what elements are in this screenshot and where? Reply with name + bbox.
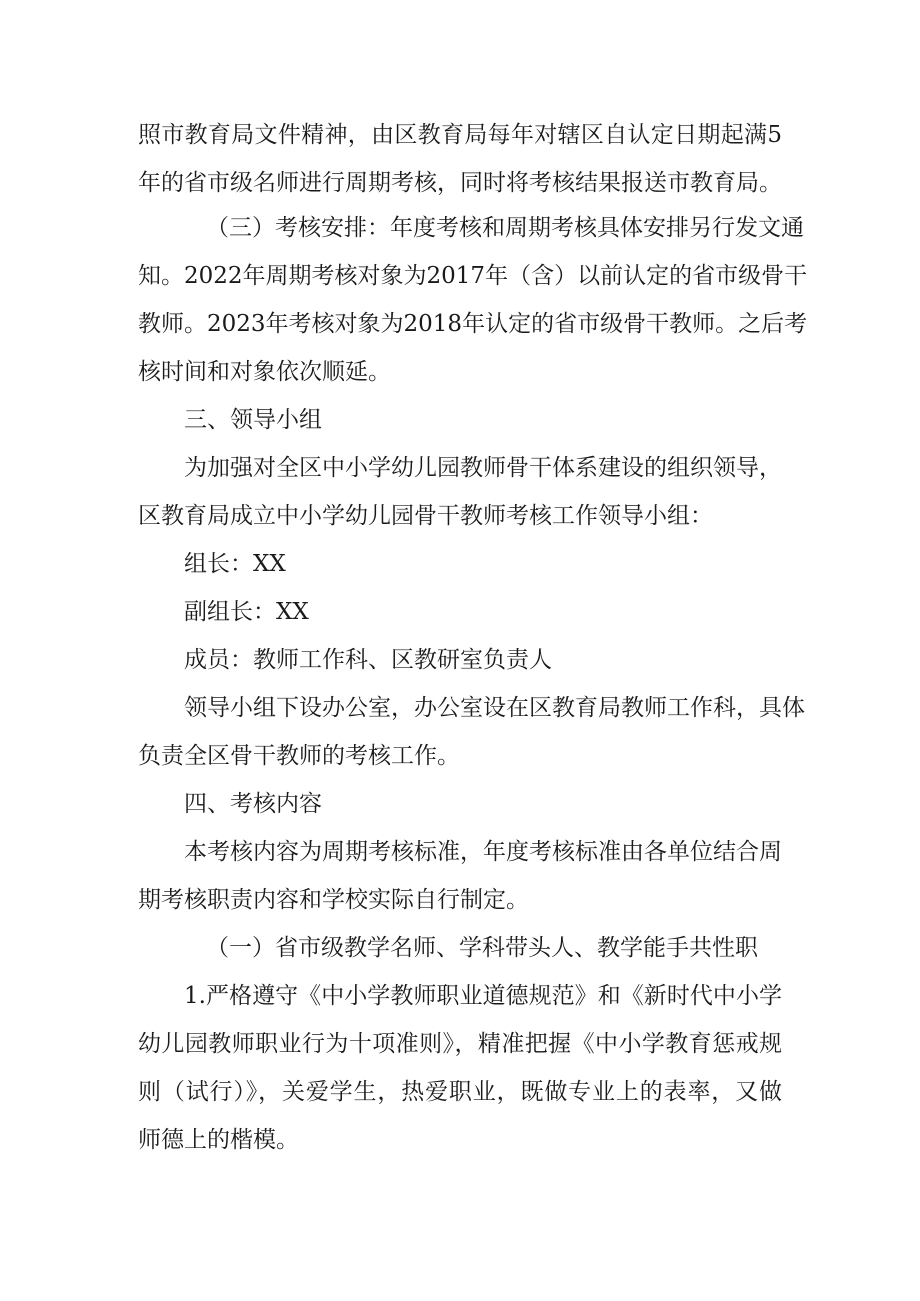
leader-line: 组长：XX	[184, 551, 286, 577]
deputy-leader-line: 副组长：XX	[184, 599, 309, 625]
paragraph-line: 照市教育局文件精神，由区教育局每年对辖区自认定日期起满5	[138, 122, 782, 148]
subsection-heading: （一）省市级教学名师、学科带头人、教学能手共性职	[206, 935, 758, 961]
section-heading: 四、考核内容	[184, 791, 322, 817]
paragraph-line: 核时间和对象依次顺延。	[138, 359, 391, 385]
paragraph-line: 为加强对全区中小学幼儿园教师骨干体系建设的组织领导，	[184, 455, 782, 481]
paragraph-line: 年的省市级名师进行周期考核，同时将考核结果报送市教育局。	[138, 170, 782, 196]
paragraph-line: 师德上的楷模。	[138, 1127, 299, 1153]
paragraph-line: 教师。2023年考核对象为2018年认定的省市级骨干教师。之后考	[138, 311, 808, 337]
list-item-line: 1.严格遵守《中小学教师职业道德规范》和《新时代中小学	[184, 983, 782, 1009]
paragraph-line: 知。2022年周期考核对象为2017年（含）以前认定的省市级骨干	[138, 263, 808, 289]
paragraph-line: 区教育局成立中小学幼儿园骨干教师考核工作领导小组：	[138, 503, 713, 529]
paragraph-line: 幼儿园教师职业行为十项准则》，精准把握《中小学教育惩戒规	[138, 1031, 782, 1057]
paragraph-line: 负责全区骨干教师的考核工作。	[138, 743, 460, 769]
section-heading-3: （三）考核安排：年度考核和周期考核具体安排另行发文通	[206, 215, 804, 241]
paragraph-line: 则（试行）》，关爱学生，热爱职业，既做专业上的表率，又做	[138, 1079, 782, 1105]
members-line: 成员：教师工作科、区教研室负责人	[184, 647, 552, 673]
section-heading: 三、领导小组	[184, 407, 322, 433]
paragraph-line: 本考核内容为周期考核标准，年度考核标准由各单位结合周	[184, 839, 782, 865]
paragraph-line: 期考核职责内容和学校实际自行制定。	[138, 887, 529, 913]
paragraph-line: 领导小组下设办公室，办公室设在区教育局教师工作科，具体	[184, 695, 805, 721]
